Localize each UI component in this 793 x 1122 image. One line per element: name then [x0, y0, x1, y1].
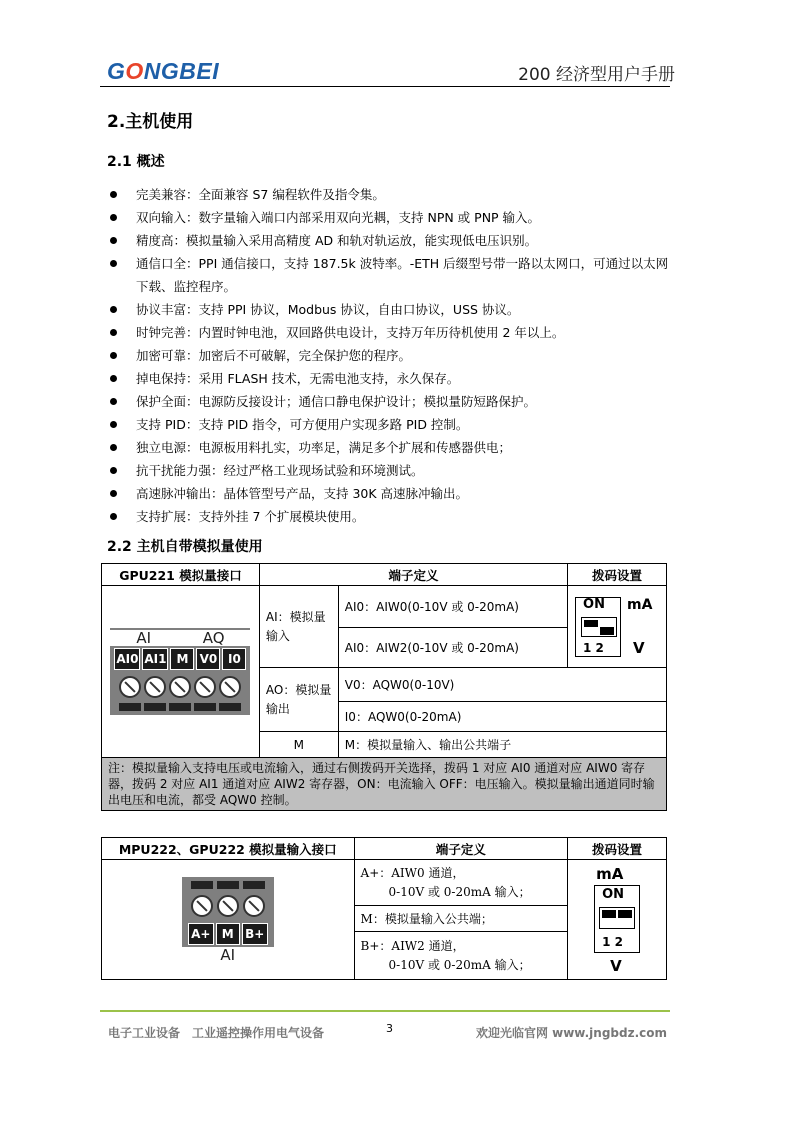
i0-definition: I0：AQW0(0-20mA)	[338, 702, 666, 732]
table-note: 注：模拟量输入支持电压或电流输入，通过右侧拨码开关选择，拨码 1 对应 AI0 通道对应 AIW0 寄存器，拨码 2 对应 AI1 通道对应 AIW2 寄存器，ON：电流输入 OFF：电压输入。模拟量输出通道同时输出电压和电流，都受 AQW0 控制。	[102, 758, 667, 811]
dip-toggle-1-icon	[584, 620, 598, 627]
mpu222-analog-table	[101, 837, 667, 980]
screw-icon	[194, 676, 216, 698]
header-interface: GPU221 模拟量接口	[102, 564, 260, 586]
aplus-line-1: A+：AIW0 通道，	[360, 865, 465, 880]
feature-list-item: 通信口全：PPI 通信接口，支持 187.5k 波特率。-ETH 后缀型号带一路以太网口，可通过以太网下载、监控程序。	[108, 252, 678, 298]
terminal-group-ai-label: AI	[136, 629, 152, 647]
footer-divider	[100, 1010, 670, 1012]
terminal-block-mpu222	[182, 877, 274, 963]
dip-switch-cell	[568, 586, 667, 668]
header-terminal-def: 端子定义	[259, 564, 567, 586]
bplus-definition	[354, 932, 568, 980]
document-title: 200 经济型用户手册	[518, 65, 675, 85]
dip-v-label: V	[610, 956, 622, 975]
page-number: 3	[386, 1022, 393, 1035]
company-logo: GONGBEI	[107, 58, 220, 84]
terminal-key: M	[216, 923, 240, 945]
section-title: 2.主机使用	[107, 112, 194, 132]
terminal-slot	[219, 703, 241, 711]
feature-list-item: 掉电保持：采用 FLASH 技术，无需电池支持，永久保存。	[108, 367, 678, 390]
m-definition: M：模拟量输入公共端；	[354, 906, 568, 932]
feature-list-item: 双向输入：数字量输入端口内部采用双向光耦，支持 NPN 或 PNP 输入。	[108, 206, 678, 229]
feature-list-item: 独立电源：电源板用料扎实，功率足，满足多个扩展和传感器供电；	[108, 436, 678, 459]
screw-icon	[191, 895, 213, 917]
m-definition: M：模拟量输入、输出公共端子	[338, 732, 666, 758]
v0-definition: V0：AQW0(0-10V)	[338, 668, 666, 702]
screw-icon	[119, 676, 141, 698]
dip-numbers: 1 2	[583, 640, 604, 655]
subsection-analog-title: 2.2 主机自带模拟量使用	[107, 539, 263, 555]
feature-list-item: 加密可靠：加密后不可破解，完全保护您的程序。	[108, 344, 678, 367]
screw-icon	[217, 895, 239, 917]
terminal-slot	[119, 703, 141, 711]
header-interface: MPU222、GPU222 模拟量输入接口	[102, 838, 355, 860]
dip-v-label: V	[633, 638, 645, 657]
subsection-overview-title: 2.1 概述	[107, 154, 165, 170]
terminal-group-aq-label: AQ	[202, 629, 225, 647]
dip-switch-mpu222	[592, 865, 642, 975]
terminal-slot	[194, 703, 216, 711]
dip-ma-label: mA	[596, 864, 624, 883]
terminal-key: B+	[242, 923, 268, 945]
feature-list-item: 精度高：模拟量输入采用高精度 AD 和轨对轨运放，能实现低电压识别。	[108, 229, 678, 252]
feature-list-item: 时钟完善：内置时钟电池，双回路供电设计，支持万年历待机使用 2 年以上。	[108, 321, 678, 344]
dip-on-label: ON	[602, 886, 624, 902]
dip-on-label: ON	[583, 596, 605, 612]
bplus-line-1: B+：AIW2 通道，	[360, 938, 465, 953]
feature-list-item: 支持 PID：支持 PID 指令，可方便用户实现多路 PID 控制。	[108, 413, 678, 436]
screw-icon	[219, 676, 241, 698]
header-terminal-def: 端子定义	[354, 838, 568, 860]
ai0-definition: AI0：AIW0(0-10V 或 0-20mA)	[338, 586, 567, 628]
m-terminal-label: M	[259, 732, 338, 758]
dip-toggle-2-icon	[600, 627, 614, 635]
screw-icon	[243, 895, 265, 917]
aplus-definition	[354, 860, 568, 906]
terminal-key: AI0	[114, 648, 140, 670]
dip-ma-label: mA	[627, 596, 653, 613]
feature-list-item: 抗干扰能力强：经过严格工业现场试验和环境测试。	[108, 459, 678, 482]
feature-list-item: 支持扩展：支持外挂 7 个扩展模块使用。	[108, 505, 678, 528]
header-dip-setting: 拨码设置	[568, 564, 667, 586]
ao-group-label: AO：模拟量输出	[259, 668, 338, 732]
dip-toggle-2-icon	[618, 910, 632, 918]
ai1-definition: AI0：AIW2(0-10V 或 0-20mA)	[338, 628, 567, 668]
feature-list-item: 保护全面：电源防反接设计；通信口静电保护设计；模拟量防短路保护。	[108, 390, 678, 413]
header-divider	[100, 86, 670, 87]
terminal-key: AI1	[142, 648, 168, 670]
terminal-key: V0	[196, 648, 220, 670]
terminal-slot	[191, 881, 213, 889]
screw-icon	[144, 676, 166, 698]
aplus-line-2: 0-10V 或 0-20mA 输入；	[388, 884, 531, 899]
terminal-group-ai-label: AI	[220, 945, 236, 964]
terminal-diagram-cell	[102, 586, 260, 758]
ai-group-label: AI：模拟量输入	[259, 586, 338, 668]
dip-numbers: 1 2	[602, 934, 623, 949]
bplus-line-2: 0-10V 或 0-20mA 输入；	[388, 957, 531, 972]
terminal-key: M	[170, 648, 194, 670]
terminal-block-gpu221	[110, 628, 250, 715]
dip-switch-cell	[568, 860, 667, 980]
terminal-slot	[243, 881, 265, 889]
terminal-key: A+	[188, 923, 214, 945]
terminal-slot	[169, 703, 191, 711]
terminal-slot	[217, 881, 239, 889]
gpu221-analog-table	[101, 563, 667, 811]
screw-icon	[169, 676, 191, 698]
terminal-key: I0	[222, 648, 246, 670]
feature-list-item: 高速脉冲输出：晶体管型号产品，支持 30K 高速脉冲输出。	[108, 482, 678, 505]
header-dip-setting: 拨码设置	[568, 838, 667, 860]
feature-list-item: 协议丰富：支持 PPI 协议，Modbus 协议，自由口协议，USS 协议。	[108, 298, 678, 321]
dip-toggle-1-icon	[602, 910, 616, 918]
feature-list	[108, 183, 678, 528]
footer-left-text: 电子工业设备 工业遥控操作用电气设备	[108, 1026, 325, 1040]
dip-switch-gpu221	[575, 595, 659, 659]
terminal-slot	[144, 703, 166, 711]
terminal-diagram-cell	[102, 860, 355, 980]
footer-website: 欢迎光临官网 www.jngbdz.com	[475, 1026, 667, 1040]
feature-list-item: 完美兼容：全面兼容 S7 编程软件及指令集。	[108, 183, 678, 206]
